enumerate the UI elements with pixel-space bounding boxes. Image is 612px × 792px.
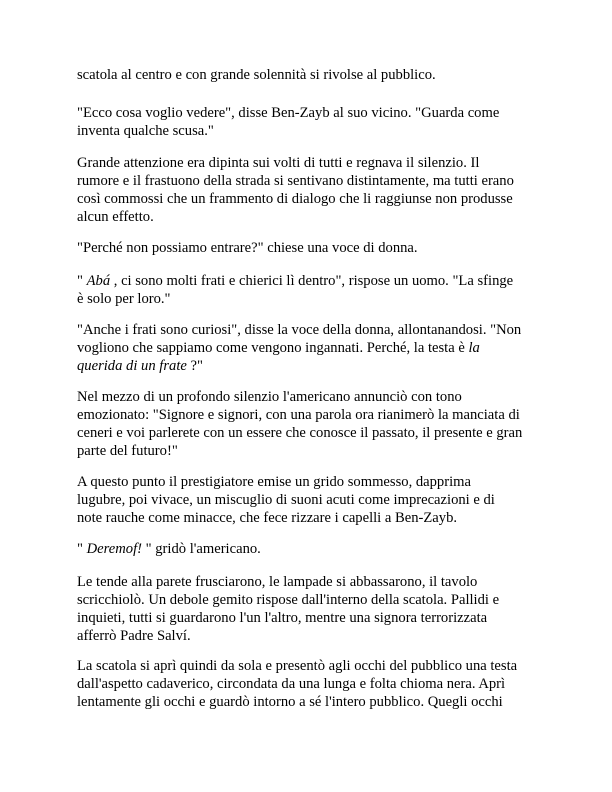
text-line: parte del futuro!" bbox=[77, 443, 178, 459]
text-line: "Ecco cosa voglio vedere", disse Ben-Zayb al suo vicino. "Guarda come bbox=[77, 105, 500, 121]
text-line: Le tende alla parete frusciarono, le lampade si abbassarono, il tavolo bbox=[77, 574, 478, 590]
text-line: dall'aspetto cadaverico, circondata da una lunga e folta chioma nera. Aprì bbox=[77, 676, 506, 692]
paragraph bbox=[77, 154, 547, 226]
italic-word: Deremof! bbox=[86, 541, 142, 557]
text-line: A questo punto il prestigiatore emise un grido sommesso, dapprima bbox=[77, 474, 471, 490]
text-line: " Abá , ci sono molti frati e chierici lì dentro", rispose un uomo. "La sfinge bbox=[77, 273, 514, 289]
text-line: alcun effetto. bbox=[77, 209, 154, 225]
text-line: note rauche come minacce, che fece rizzare i capelli a Ben-Zayb. bbox=[77, 510, 458, 526]
text-line: "Anche i frati sono curiosi", disse la voce della donna, allontanandosi. "Non bbox=[77, 322, 522, 338]
text-line: così commossi che un frammento di dialogo che li raggiunse non produsse bbox=[77, 191, 513, 207]
italic-word: Abá bbox=[86, 273, 111, 289]
paragraph bbox=[77, 104, 547, 140]
text-line: ceneri e voi parlerete con un essere che conosce il passato, il presente e gran bbox=[77, 425, 523, 441]
text-line: vogliono che sappiamo come vengono ingannati. Perché, la testa è la bbox=[77, 340, 480, 356]
paragraph bbox=[77, 540, 547, 558]
text-line: è solo per loro." bbox=[77, 291, 171, 307]
text-line: lugubre, poi vivace, un miscuglio di suoni acuti come imprecazioni e di bbox=[77, 492, 495, 508]
paragraph bbox=[77, 272, 547, 308]
text-line: "Perché non possiamo entrare?" chiese una voce di donna. bbox=[77, 240, 418, 256]
text-line: emozionato: "Signore e signori, con una parola ora rianimerò la manciata di bbox=[77, 407, 520, 423]
italic-word: la bbox=[468, 340, 480, 356]
text-line: " Deremof! " gridò l'americano. bbox=[77, 541, 261, 557]
paragraph bbox=[77, 657, 547, 711]
text-line: Grande attenzione era dipinta sui volti di tutti e regnava il silenzio. Il bbox=[77, 155, 480, 171]
italic-phrase: querida di un frate bbox=[77, 358, 187, 374]
paragraph bbox=[77, 473, 547, 527]
text-line: inquieti, tutti si guardarono l'un l'altro, mentre una signora terrorizzata bbox=[77, 610, 488, 626]
text-line: rumore e il frastuono della strada si sentivano distintamente, ma tutti erano bbox=[77, 173, 514, 189]
paragraph bbox=[77, 66, 547, 84]
text-line: scatola al centro e con grande solennità si rivolse al pubblico. bbox=[77, 67, 436, 83]
paragraph bbox=[77, 321, 547, 375]
text-line: inventa qualche scusa." bbox=[77, 123, 214, 139]
text-line: scricchiolò. Un debole gemito rispose dall'interno della scatola. Pallidi e bbox=[77, 592, 500, 608]
paragraph bbox=[77, 573, 547, 645]
paragraph bbox=[77, 239, 547, 257]
text-line: Nel mezzo di un profondo silenzio l'americano annunciò con tono bbox=[77, 389, 462, 405]
text-line: afferrò Padre Salví. bbox=[77, 628, 191, 644]
text-line: querida di un frate ?" bbox=[77, 358, 203, 374]
text-line: lentamente gli occhi e guardò intorno a sé l'intero pubblico. Quegli occhi bbox=[77, 694, 503, 710]
paragraph bbox=[77, 388, 547, 460]
text-line: La scatola si aprì quindi da sola e presentò agli occhi del pubblico una testa bbox=[77, 658, 518, 674]
